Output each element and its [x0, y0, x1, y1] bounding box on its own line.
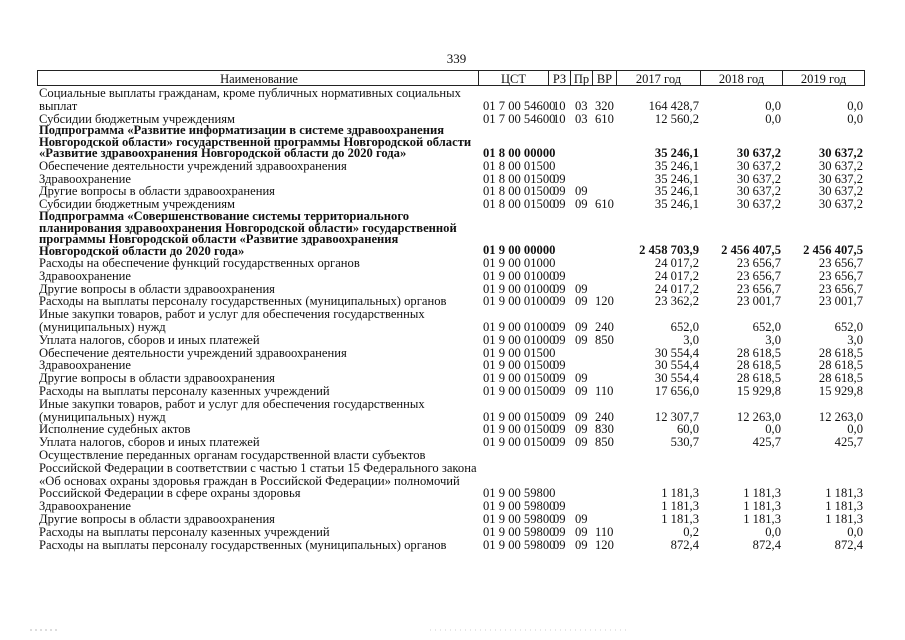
row-rz: 09	[553, 320, 566, 335]
row-name: Осуществление переданных органам государственной власти субъектов Российской Федерации в соответствии с частью 1 статьи 15 Федерального закона «Об основах охраны здоровья граждан в Российской Федерации» полномочий Российской Федерации в сфере охраны здоровья	[39, 448, 477, 501]
row-pr: 03	[575, 98, 588, 113]
row-vr: 830	[595, 422, 614, 437]
row-name: Другие вопросы в области здравоохранения	[39, 371, 275, 386]
row-2018: 30 637,2	[736, 158, 781, 173]
row-2017: 0,2	[683, 524, 699, 539]
row-2017: 23 362,2	[654, 294, 699, 309]
row-rz: 09	[553, 435, 566, 450]
row-pr: 09	[575, 537, 588, 552]
row-name: Здравоохранение	[39, 268, 132, 283]
row-2017: 1 181,3	[661, 486, 699, 501]
row-cst: 01 9 00 59800	[483, 486, 556, 501]
table-row	[37, 270, 881, 283]
row-rz: 10	[553, 98, 566, 113]
row-2019: 652,0	[834, 320, 863, 335]
row-cst: 01 9 00 01000	[483, 294, 556, 309]
row-2019: 0,0	[847, 111, 863, 126]
scan-artifact	[30, 627, 880, 633]
row-2018: 23 656,7	[736, 268, 781, 283]
row-2018: 30 637,2	[736, 146, 781, 161]
header-vr: ВР	[593, 70, 617, 86]
row-2019: 23 656,7	[818, 256, 863, 271]
header-rz: РЗ	[549, 70, 571, 86]
row-name: Иные закупки товаров, работ и услуг для обеспечения государственных (муниципальных) нужд	[39, 396, 425, 424]
row-cst: 01 9 00 00000	[483, 243, 556, 258]
table-row-subprogram	[37, 125, 881, 160]
table-row	[37, 449, 881, 500]
row-cst: 01 9 00 01000	[483, 320, 556, 335]
row-2017: 3,0	[683, 332, 699, 347]
row-name: Обеспечение деятельности учреждений здравоохранения	[39, 345, 347, 360]
row-2019: 3,0	[847, 332, 863, 347]
row-cst: 01 8 00 01500	[483, 184, 556, 199]
row-2017: 35 246,1	[654, 171, 699, 186]
row-rz: 09	[553, 409, 566, 424]
row-2019: 1 181,3	[825, 512, 863, 527]
row-vr: 850	[595, 435, 614, 450]
row-2018: 3,0	[765, 332, 781, 347]
row-cst: 01 9 00 59800	[483, 512, 556, 527]
row-rz: 09	[553, 422, 566, 437]
row-cst: 01 9 00 01500	[483, 384, 556, 399]
row-2018: 30 637,2	[736, 184, 781, 199]
row-2019: 23 656,7	[818, 281, 863, 296]
row-2019: 1 181,3	[825, 499, 863, 514]
row-2017: 30 554,4	[654, 345, 699, 360]
row-vr: 610	[595, 197, 614, 212]
row-name: Другие вопросы в области здравоохранения	[39, 281, 275, 296]
row-2017: 164 428,7	[648, 98, 699, 113]
row-pr: 09	[575, 371, 588, 386]
row-2018: 15 929,8	[736, 384, 781, 399]
row-2017: 17 656,0	[654, 384, 699, 399]
row-rz: 09	[553, 499, 566, 514]
row-name: Другие вопросы в области здравоохранения	[39, 512, 275, 527]
row-pr: 09	[575, 332, 588, 347]
row-2017: 12 560,2	[654, 111, 699, 126]
row-rz: 09	[553, 184, 566, 199]
table-row	[37, 513, 881, 526]
row-2018: 28 618,5	[736, 345, 781, 360]
row-rz: 09	[553, 281, 566, 296]
row-pr: 09	[575, 435, 588, 450]
row-pr: 09	[575, 320, 588, 335]
row-cst: 01 9 00 59800	[483, 537, 556, 552]
row-vr: 110	[595, 524, 614, 539]
row-name: Субсидии бюджетным учреждениям	[39, 111, 235, 126]
row-cst: 01 8 00 01500	[483, 171, 556, 186]
row-cst: 01 9 00 01500	[483, 358, 556, 373]
row-2019: 28 618,5	[818, 358, 863, 373]
row-2018: 1 181,3	[743, 499, 781, 514]
row-name: Здравоохранение	[39, 171, 132, 186]
table-body	[37, 87, 881, 551]
table-header	[37, 70, 881, 86]
row-rz: 09	[553, 371, 566, 386]
row-pr: 09	[575, 184, 588, 199]
row-2018: 0,0	[765, 111, 781, 126]
row-2019: 12 263,0	[818, 409, 863, 424]
row-2017: 2 458 703,9	[639, 243, 699, 258]
header-2017: 2017 год	[617, 70, 701, 86]
row-cst: 01 9 00 01500	[483, 409, 556, 424]
row-2017: 35 246,1	[654, 197, 699, 212]
row-2018: 30 637,2	[736, 197, 781, 212]
row-2019: 0,0	[847, 98, 863, 113]
row-name: Социальные выплаты гражданам, кроме публичных нормативных социальных выплат	[39, 86, 461, 113]
table-row	[37, 385, 881, 398]
row-vr: 120	[595, 537, 614, 552]
row-2018: 1 181,3	[743, 512, 781, 527]
row-2018: 12 263,0	[736, 409, 781, 424]
row-cst: 01 9 00 01000	[483, 256, 556, 271]
row-2017: 24 017,2	[654, 268, 699, 283]
row-2017: 24 017,2	[654, 281, 699, 296]
header-cst: ЦСТ	[479, 70, 549, 86]
row-pr: 09	[575, 294, 588, 309]
table-row-subprogram	[37, 211, 881, 257]
row-vr: 240	[595, 320, 614, 335]
row-name: Иные закупки товаров, работ и услуг для обеспечения государственных (муниципальных) нужд	[39, 307, 425, 335]
header-2018: 2018 год	[701, 70, 783, 86]
row-cst: 01 9 00 01000	[483, 268, 556, 283]
row-2018: 28 618,5	[736, 371, 781, 386]
row-2019: 30 637,2	[818, 171, 863, 186]
table-row	[37, 257, 881, 270]
row-pr: 09	[575, 409, 588, 424]
row-pr: 09	[575, 512, 588, 527]
row-cst: 01 8 00 01500	[483, 197, 556, 212]
row-cst: 01 9 00 59800	[483, 524, 556, 539]
row-pr: 09	[575, 197, 588, 212]
row-2019: 23 656,7	[818, 268, 863, 283]
row-2018: 30 637,2	[736, 171, 781, 186]
row-2017: 12 307,7	[654, 409, 699, 424]
row-2017: 60,0	[676, 422, 699, 437]
header-2019: 2019 год	[783, 70, 865, 86]
table-row	[37, 334, 881, 347]
row-pr: 09	[575, 281, 588, 296]
row-rz: 09	[553, 384, 566, 399]
row-2018: 23 656,7	[736, 281, 781, 296]
row-2017: 30 554,4	[654, 358, 699, 373]
row-2018: 0,0	[765, 422, 781, 437]
row-name: Расходы на выплаты персоналу государственных (муниципальных) органов	[39, 537, 447, 552]
row-name: Исполнение судебных актов	[39, 422, 191, 437]
row-pr: 09	[575, 524, 588, 539]
row-name: Расходы на обеспечение функций государственных органов	[39, 256, 360, 271]
row-rz: 09	[553, 358, 566, 373]
row-2019: 0,0	[847, 422, 863, 437]
row-rz: 09	[553, 537, 566, 552]
row-2018: 2 456 407,5	[721, 243, 781, 258]
row-vr: 240	[595, 409, 614, 424]
row-2018: 23 656,7	[736, 256, 781, 271]
row-2017: 1 181,3	[661, 499, 699, 514]
row-2017: 652,0	[670, 320, 699, 335]
header-pr: Пр	[571, 70, 593, 86]
row-vr: 320	[595, 98, 614, 113]
row-name: Расходы на выплаты персоналу казенных учреждений	[39, 384, 330, 399]
row-vr: 110	[595, 384, 614, 399]
row-2019: 28 618,5	[818, 345, 863, 360]
row-name: Обеспечение деятельности учреждений здравоохранения	[39, 158, 347, 173]
row-2019: 15 929,8	[818, 384, 863, 399]
row-2017: 872,4	[670, 537, 699, 552]
row-2019: 872,4	[834, 537, 863, 552]
table-row	[37, 526, 881, 539]
row-pr: 09	[575, 422, 588, 437]
row-vr: 850	[595, 332, 614, 347]
row-2019: 425,7	[834, 435, 863, 450]
row-rz: 09	[553, 524, 566, 539]
row-2019: 0,0	[847, 524, 863, 539]
row-cst: 01 8 00 01500	[483, 158, 556, 173]
row-rz: 10	[553, 111, 566, 126]
table-row	[37, 87, 881, 113]
row-cst: 01 7 00 54600	[483, 98, 556, 113]
row-vr: 610	[595, 111, 614, 126]
row-name: Здравоохранение	[39, 358, 132, 373]
row-rz: 09	[553, 171, 566, 186]
row-2019: 2 456 407,5	[803, 243, 863, 258]
row-rz: 09	[553, 294, 566, 309]
header-name: Наименование	[37, 70, 479, 86]
row-2018: 0,0	[765, 524, 781, 539]
row-2017: 530,7	[670, 435, 699, 450]
row-cst: 01 8 00 00000	[483, 146, 556, 161]
row-2019: 28 618,5	[818, 371, 863, 386]
row-2019: 1 181,3	[825, 486, 863, 501]
row-pr: 09	[575, 384, 588, 399]
row-rz: 09	[553, 268, 566, 283]
row-name: Субсидии бюджетным учреждениям	[39, 197, 235, 212]
row-2018: 1 181,3	[743, 486, 781, 501]
row-name: Здравоохранение	[39, 499, 132, 514]
row-2019: 30 637,2	[818, 197, 863, 212]
row-2018: 0,0	[765, 98, 781, 113]
row-name: Уплата налогов, сборов и иных платежей	[39, 435, 260, 450]
row-2017: 24 017,2	[654, 256, 699, 271]
row-rz: 09	[553, 332, 566, 347]
page-number: 339	[446, 51, 467, 66]
row-name: Расходы на выплаты персоналу казенных учреждений	[39, 524, 330, 539]
row-cst: 01 9 00 01500	[483, 345, 556, 360]
row-2019: 30 637,2	[818, 146, 863, 161]
table-row	[37, 308, 881, 334]
row-name: Расходы на выплаты персоналу государственных (муниципальных) органов	[39, 294, 447, 309]
row-name: Уплата налогов, сборов и иных платежей	[39, 332, 260, 347]
row-2017: 35 246,1	[654, 184, 699, 199]
row-2018: 28 618,5	[736, 358, 781, 373]
row-vr: 120	[595, 294, 614, 309]
row-2017: 1 181,3	[661, 512, 699, 527]
row-name: Подпрограмма «Совершенствование системы территориального планирования здравоохранения Новгородской области» государственной программы Новгородской области «Развитие здравоохранения Новгородской области до 2020 года»	[39, 209, 457, 258]
row-cst: 01 9 00 01500	[483, 371, 556, 386]
row-2018: 425,7	[752, 435, 781, 450]
row-cst: 01 9 00 01000	[483, 332, 556, 347]
row-2019: 30 637,2	[818, 184, 863, 199]
table-row	[37, 160, 881, 173]
row-cst: 01 9 00 01000	[483, 281, 556, 296]
row-2017: 30 554,4	[654, 371, 699, 386]
row-rz: 09	[553, 197, 566, 212]
row-2018: 872,4	[752, 537, 781, 552]
table-row	[37, 539, 881, 552]
row-rz: 09	[553, 512, 566, 527]
row-2019: 30 637,2	[818, 158, 863, 173]
row-cst: 01 9 00 01500	[483, 435, 556, 450]
row-2017: 35 246,1	[654, 146, 699, 161]
row-name: Подпрограмма «Развитие информатизации в системе здравоохранения Новгородской области» государственной программы Новгородской области «Развитие здравоохранения Новгородской области до 2020 года»	[39, 123, 472, 161]
row-pr: 03	[575, 111, 588, 126]
row-2017: 35 246,1	[654, 158, 699, 173]
row-2018: 652,0	[752, 320, 781, 335]
row-name: Другие вопросы в области здравоохранения	[39, 184, 275, 199]
table-row	[37, 398, 881, 424]
row-2019: 23 001,7	[818, 294, 863, 309]
row-2018: 23 001,7	[736, 294, 781, 309]
row-cst: 01 9 00 59800	[483, 499, 556, 514]
row-cst: 01 9 00 01500	[483, 422, 556, 437]
row-cst: 01 7 00 54600	[483, 111, 556, 126]
